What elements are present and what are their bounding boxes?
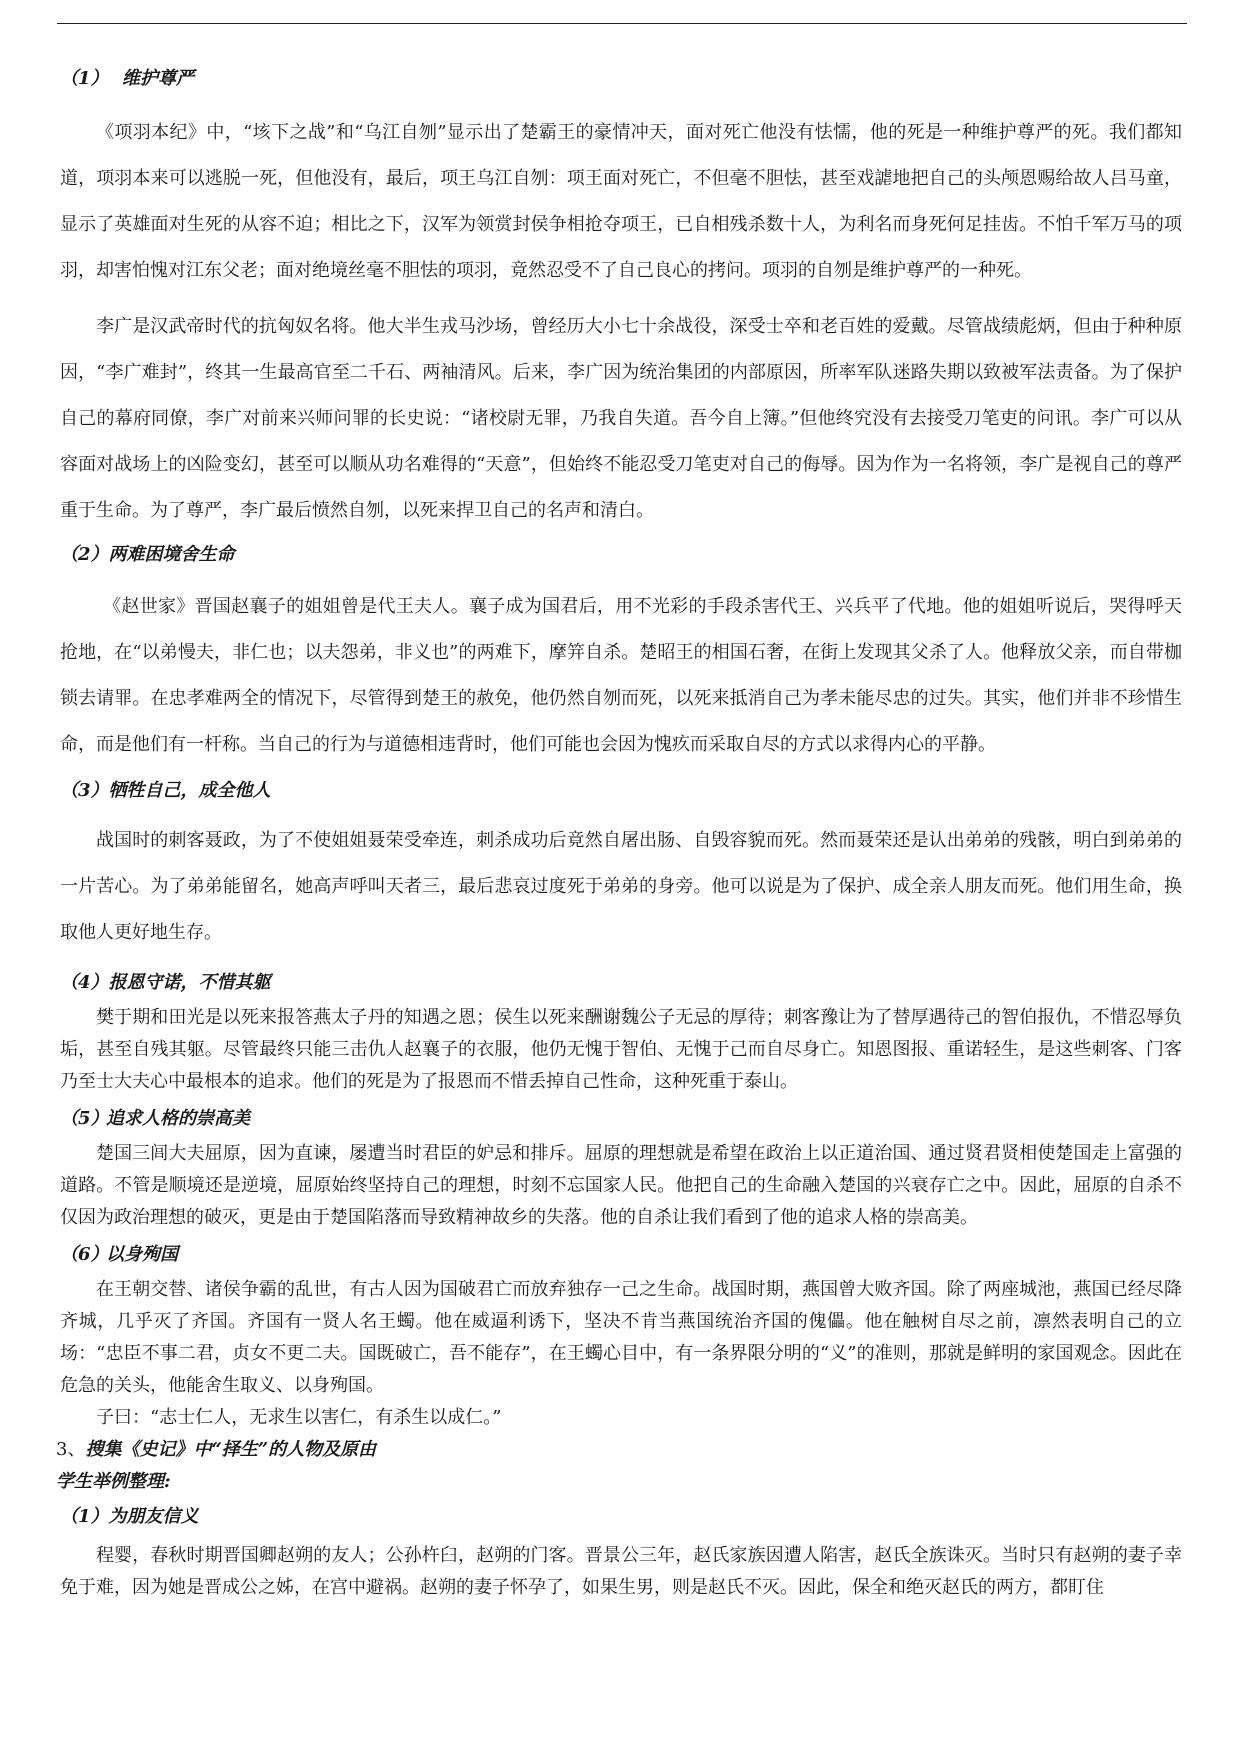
section-heading-5 [60, 1108, 1182, 1130]
section-title: 维护尊严 [122, 68, 194, 89]
paragraph-fan-yuqi: 樊于期和田光是以死来报答燕太子丹的知遇之恩；侯生以死来酬谢魏公子无忌的厚待；刺客豫让为了替厚遇待己的智伯报仇，不惜忍辱负垢，甚至自残其躯。尽管最终只能三击仇人赵襄子的衣服，他仍无愧于智伯、无愧于己而自尽身亡。知恩图报、重诺轻生，是这些刺客、门客乃至士大夫心中最根本的追求。他们的死是为了报恩而不惜丢掉自己性命，这种死重于泰山。 [60, 1007, 1182, 1092]
part3-subtitle [56, 1466, 1182, 1498]
section-title: 以身殉国 [106, 1244, 178, 1265]
paragraph-wang-zhu: 在王朝交替、诸侯争霸的乱世，有古人因为国破君亡而放弃独存一己之生命。战国时期，燕国曾大败齐国。除了两座城池，燕国已经尽降齐城，几乎灭了齐国。齐国有一贤人名王蠋。他在威逼利诱下，坚决不肯当燕国统治齐国的傀儡。他在触树自尽之前，凛然表明自己的立场：“忠臣不事二君，贞女不更二夫。国既破亡，吾不能存”，在王蠋心目中，有一条界限分明的“义”的准则，那就是鲜明的家国观念。因此在危急的关头，他能舍生取义、以身殉国。 [60, 1279, 1182, 1396]
section-heading-4 [60, 972, 1182, 994]
paragraph-xiangyu: 《项羽本纪》中，“垓下之战”和“乌江自刎”显示出了楚霸王的豪情冲天，面对死亡他没有怯懦，他的死是一种维护尊严的死。我们都知道，项羽本来可以逃脱一死，但他没有，最后，项王乌江自刎：项王面对死亡，不但毫不胆怯，甚至戏謔地把自己的头颅恩赐给故人吕马童，显示了英雄面对生死的从容不迫；相比之下，汉军为领赏封侯争相抢夺项王，已自相残杀数十人，为利名而身死何足挂齿。不怕千军万马的项羽，却害怕愧对江东父老；面对绝境丝毫不胆怯的项羽，竟然忍受不了自己良心的拷问。项羽的自刎是维护尊严的一种死。 [60, 122, 1182, 281]
section-heading-1 [60, 68, 1182, 90]
section-heading-2 [60, 544, 1182, 566]
section-number: （6） [60, 1244, 109, 1265]
paragraph-qu-yuan: 楚国三闾大夫屈原，因为直谏，屡遭当时君臣的妒忌和排斥。屈原的理想就是希望在政治上以正道治国、通过贤君贤相使楚国走上富强的道路。不管是顺境还是逆境，屈原始终坚持自己的理想，时刻不忘国家人民。他把自己的生命融入楚国的兴衰存亡之中。因此，屈原的自杀不仅因为政治理想的破灭，更是由于楚国陷落而导致精神故乡的失落。他的自杀让我们看到了他的追求人格的崇高美。 [60, 1143, 1182, 1228]
section-heading-6 [60, 1244, 1182, 1266]
paragraph-zhao-shijia: 《赵世家》晋国赵襄子的姐姐曾是代王夫人。襄子成为国君后，用不光彩的手段杀害代王、兴兵平了代地。他的姐姐听说后，哭得呼天抢地，在“以弟慢夫，非仁也；以夫怨弟，非义也”的两难下，摩笄自杀。楚昭王的相国石奢，在街上发现其父杀了人。他释放父亲，而自带枷锁去请罪。在忠孝难两全的情况下，尽管得到楚王的赦免，他仍然自刎而死，以死来抵消自己为孝未能尽忠的过失。其实，他们并非不珍惜生命，而是他们有一杆称。当自己的行为与道德相违背时，他们可能也会因为愧疚而采取自尽的方式以求得内心的平静。 [60, 596, 1182, 755]
part3-subtitle-text: 学生举例整理: [56, 1471, 171, 1492]
paragraph-cheng-ying: 程婴，春秋时期晋国卿赵朔的友人；公孙杵臼，赵朔的门客。晋景公三年，赵氏家族因遭人陷害，赵氏全族诛灭。当时只有赵朔的妻子幸免于难，因为她是晋成公之姊，在宫中避祸。赵朔的妻子怀孕了，如果生男，则是赵氏不灭。因此，保全和绝灭赵氏的两方，都盯住 [60, 1545, 1182, 1598]
header-rule [57, 23, 1187, 24]
paragraph-liguang: 李广是汉武帝时代的抗匈奴名将。他大半生戎马沙场，曾经历大小七十余战役，深受士卒和老百姓的爱戴。尽管战绩彪炳，但由于种种原因，“李广难封”，终其一生最高官至二千石、两袖清风。后来，李广因为统治集团的内部原因，所率军队迷路失期以致被军法责备。为了保护自己的幕府同僚，李广对前来兴师问罪的长史说：“诸校尉无罪，乃我自失道。吾今自上簿。”但他终究没有去接受刀笔吏的问讯。李广可以从容面对战场上的凶险变幻，甚至可以顺从功名难得的“天意”，但始终不能忍受刀笔吏对自己的侮辱。因为作为一名将领，李广是视自己的尊严重于生命。为了尊严，李广最后愤然自刎，以死来捍卫自己的名声和清白。 [60, 316, 1182, 521]
section-title: 两难困境舍生命 [108, 544, 235, 565]
section-title: 报恩守诺，不惜其躯 [108, 972, 271, 993]
paragraph-nie-zheng: 战国时的刺客聂政，为了不使姐姐聂荣受牵连，刺杀成功后竟然自屠出肠、自毁容貌而死。然而聂荣还是认出弟弟的残骸，明白到弟弟的一片苦心。为了弟弟能留名，她高声呼叫天者三，最后悲哀过度死于弟弟的身旁。他可以说是为了保护、成全亲人朋友而死。他们用生命，换取他人更好地生存。 [60, 830, 1182, 943]
document-page [56, 68, 1182, 1604]
section-title: 追求人格的崇高美 [106, 1108, 250, 1129]
section-title: 为朋友信义 [108, 1506, 199, 1527]
section-number: （3） [60, 780, 109, 801]
part3-title-text: 搜集《史记》中“择生”的人物及原由 [85, 1439, 377, 1460]
section-number: （1） [60, 1506, 109, 1527]
section-number: （2） [60, 544, 109, 565]
section-number: （4） [60, 972, 109, 993]
section-heading-3 [60, 780, 1182, 802]
section-number: （5） [60, 1108, 109, 1129]
part3-number: 3、 [56, 1439, 86, 1460]
paragraph-confucius-quote: 子曰：“志士仁人，无求生以害仁，有杀生以成仁。” [96, 1407, 502, 1428]
part3-section-heading-1 [60, 1506, 1182, 1528]
section-title: 牺牲自己，成全他人 [108, 780, 271, 801]
section-number: （1） [60, 68, 109, 89]
part3-title [56, 1434, 1182, 1466]
